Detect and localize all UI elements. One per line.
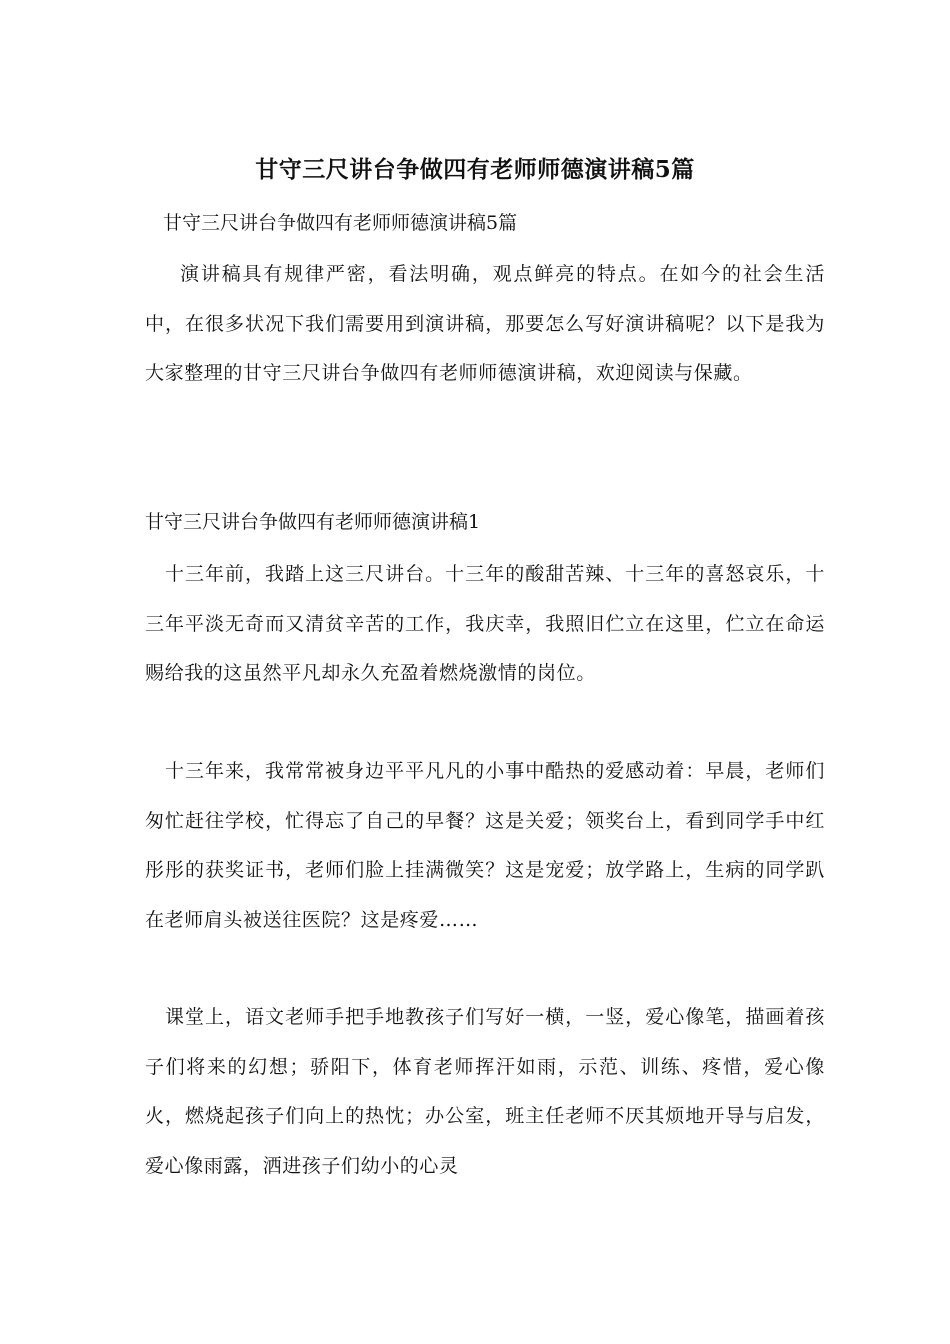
- document-subtitle: 甘守三尺讲台争做四有老师师德演讲稿5篇: [163, 212, 518, 234]
- document-title: 甘守三尺讲台争做四有老师师德演讲稿5篇: [255, 156, 695, 183]
- body-paragraph-1: 十三年前，我踏上这三尺讲台。十三年的酸甜苦辣、十三年的喜怒哀乐，十三年平淡无奇而又清贫辛苦的工作，我庆幸，我照旧伫立在这里，伫立在命运赐给我的这虽然平凡却永久充盈着燃烧激情的岗位。: [145, 563, 825, 684]
- body-paragraph-3: 课堂上，语文老师手把手地教孩子们写好一横，一竖，爱心像笔，描画着孩子们将来的幻想；骄阳下，体育老师挥汗如雨，示范、训练、疼惜，爱心像火，燃烧起孩子们向上的热忱；办公室，班主任老师不厌其烦地开导与启发，爱心像雨露，洒进孩子们幼小的心灵: [145, 1006, 825, 1177]
- section-heading: 甘守三尺讲台争做四有老师师德演讲稿1: [145, 511, 481, 533]
- intro-paragraph: 演讲稿具有规律严密，看法明确，观点鲜亮的特点。在如今的社会生活中，在很多状况下我们需要用到演讲稿，那要怎么写好演讲稿呢？以下是我为大家整理的甘守三尺讲台争做四有老师师德演讲稿，欢迎阅读与保藏。: [145, 263, 825, 384]
- body-paragraph-2: 十三年来，我常常被身边平平凡凡的小事中酷热的爱感动着：早晨，老师们匆忙赶往学校，忙得忘了自己的早餐？这是关爱；领奖台上，看到同学手中红彤彤的获奖证书，老师们脸上挂满微笑？这是宠爱；放学路上，生病的同学趴在老师肩头被送往医院？这是疼爱……: [145, 760, 825, 931]
